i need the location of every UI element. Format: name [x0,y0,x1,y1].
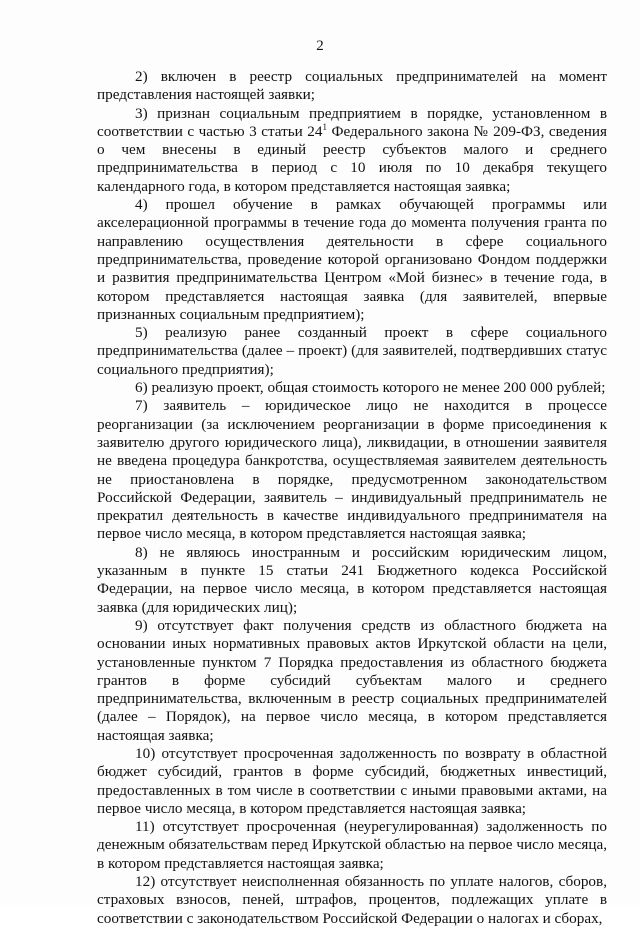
paragraph-item-10: 10) отсутствует просроченная задолженность по возврату в областной бюджет субсидий, грантов в форме субсидий, бюджетных инвестиций, предоставленных в том числе в соответствии с иными правовыми актами, на первое число месяца, в котором представляется настоящая заявка; [97,744,607,817]
document-body [97,68,607,928]
paragraph-item-8: 8) не являюсь иностранным и российским юридическим лицом, указанным в пункте 15 статьи 241 Бюджетного кодекса Российской Федерации, на первое число месяца, в котором представляется настоящая заявка (для юридических лиц); [97,543,607,616]
paragraph-item-9: 9) отсутствует факт получения средств из областного бюджета на основании иных нормативных правовых актов Иркутской области на цели, установленные пунктом 7 Порядка предоставления из областного бюджета грантов в форме субсидий субъектам малого и среднего предпринимательства, включенным в реестр социальных предпринимателей (далее – Порядок), на первое число месяца, в котором представляется настоящая заявка; [97,616,607,744]
paragraph-item-11: 11) отсутствует просроченная (неурегулированная) задолженность по денежным обязательствам перед Иркутской областью на первое число месяца, в котором представляется настоящая заявка; [97,818,607,872]
paragraph-item-7: 7) заявитель – юридическое лицо не находится в процессе реорганизации (за исключением реорганизации в форме присоединения к заявителю другого юридического лица), ликвидации, в отношении заявителя не введена процедура банкротства, осуществляемая заявителем деятельность не приостановлена в порядке, предусмотренном законодательством Российской Федерации, заявитель – индивидуальный предприниматель не прекратил деятельность в качестве индивидуального предпринимателя на первое число месяца, в котором представляется настоящая заявка; [97,397,607,543]
paragraph-item-2: 2) включен в реестр социальных предпринимателей на момент представления настоящей заявки; [97,68,607,104]
paragraph-item-5: 5) реализую ранее созданный проект в сфере социального предпринимательства (далее – проект) (для заявителей, подтвердивших статус социального предприятия); [97,324,607,378]
paragraph-item-3: 3) признан социальным предприятием в порядке, установленном в соответствии с частью 3 статьи $24^1$ Федерального закона № 209-ФЗ, сведения о чем внесены в единый реестр субъектов малого и среднего предпринимательства в период с 10 июля по 10 декабря текущего календарного года, в котором представляется настоящая заявка; [97,104,607,195]
paragraph-item-4: 4) прошел обучение в рамках обучающей программы или акселерационной программы в течение года до момента получения гранта по направлению осуществления деятельности в сфере социального предпринимательства, проведение которой организовано Фондом поддержки и развития предпринимательства Центром «Мой бизнес» в течение года, в котором представляется настоящая заявка (для заявителей, впервые признанных социальным предприятием); [97,196,607,323]
paragraph-item-6: 6) реализую проект, общая стоимость которого не менее 200 000 рублей; [135,379,606,397]
page-number: 2 [316,38,324,54]
paragraph-item-12: 12) отсутствует неисполненная обязанность по уплате налогов, сборов, страховых взносов, пеней, штрафов, процентов, подлежащих уплате в соответствии с законодательством Российской Федерации о налогах и сборах, [97,873,607,927]
